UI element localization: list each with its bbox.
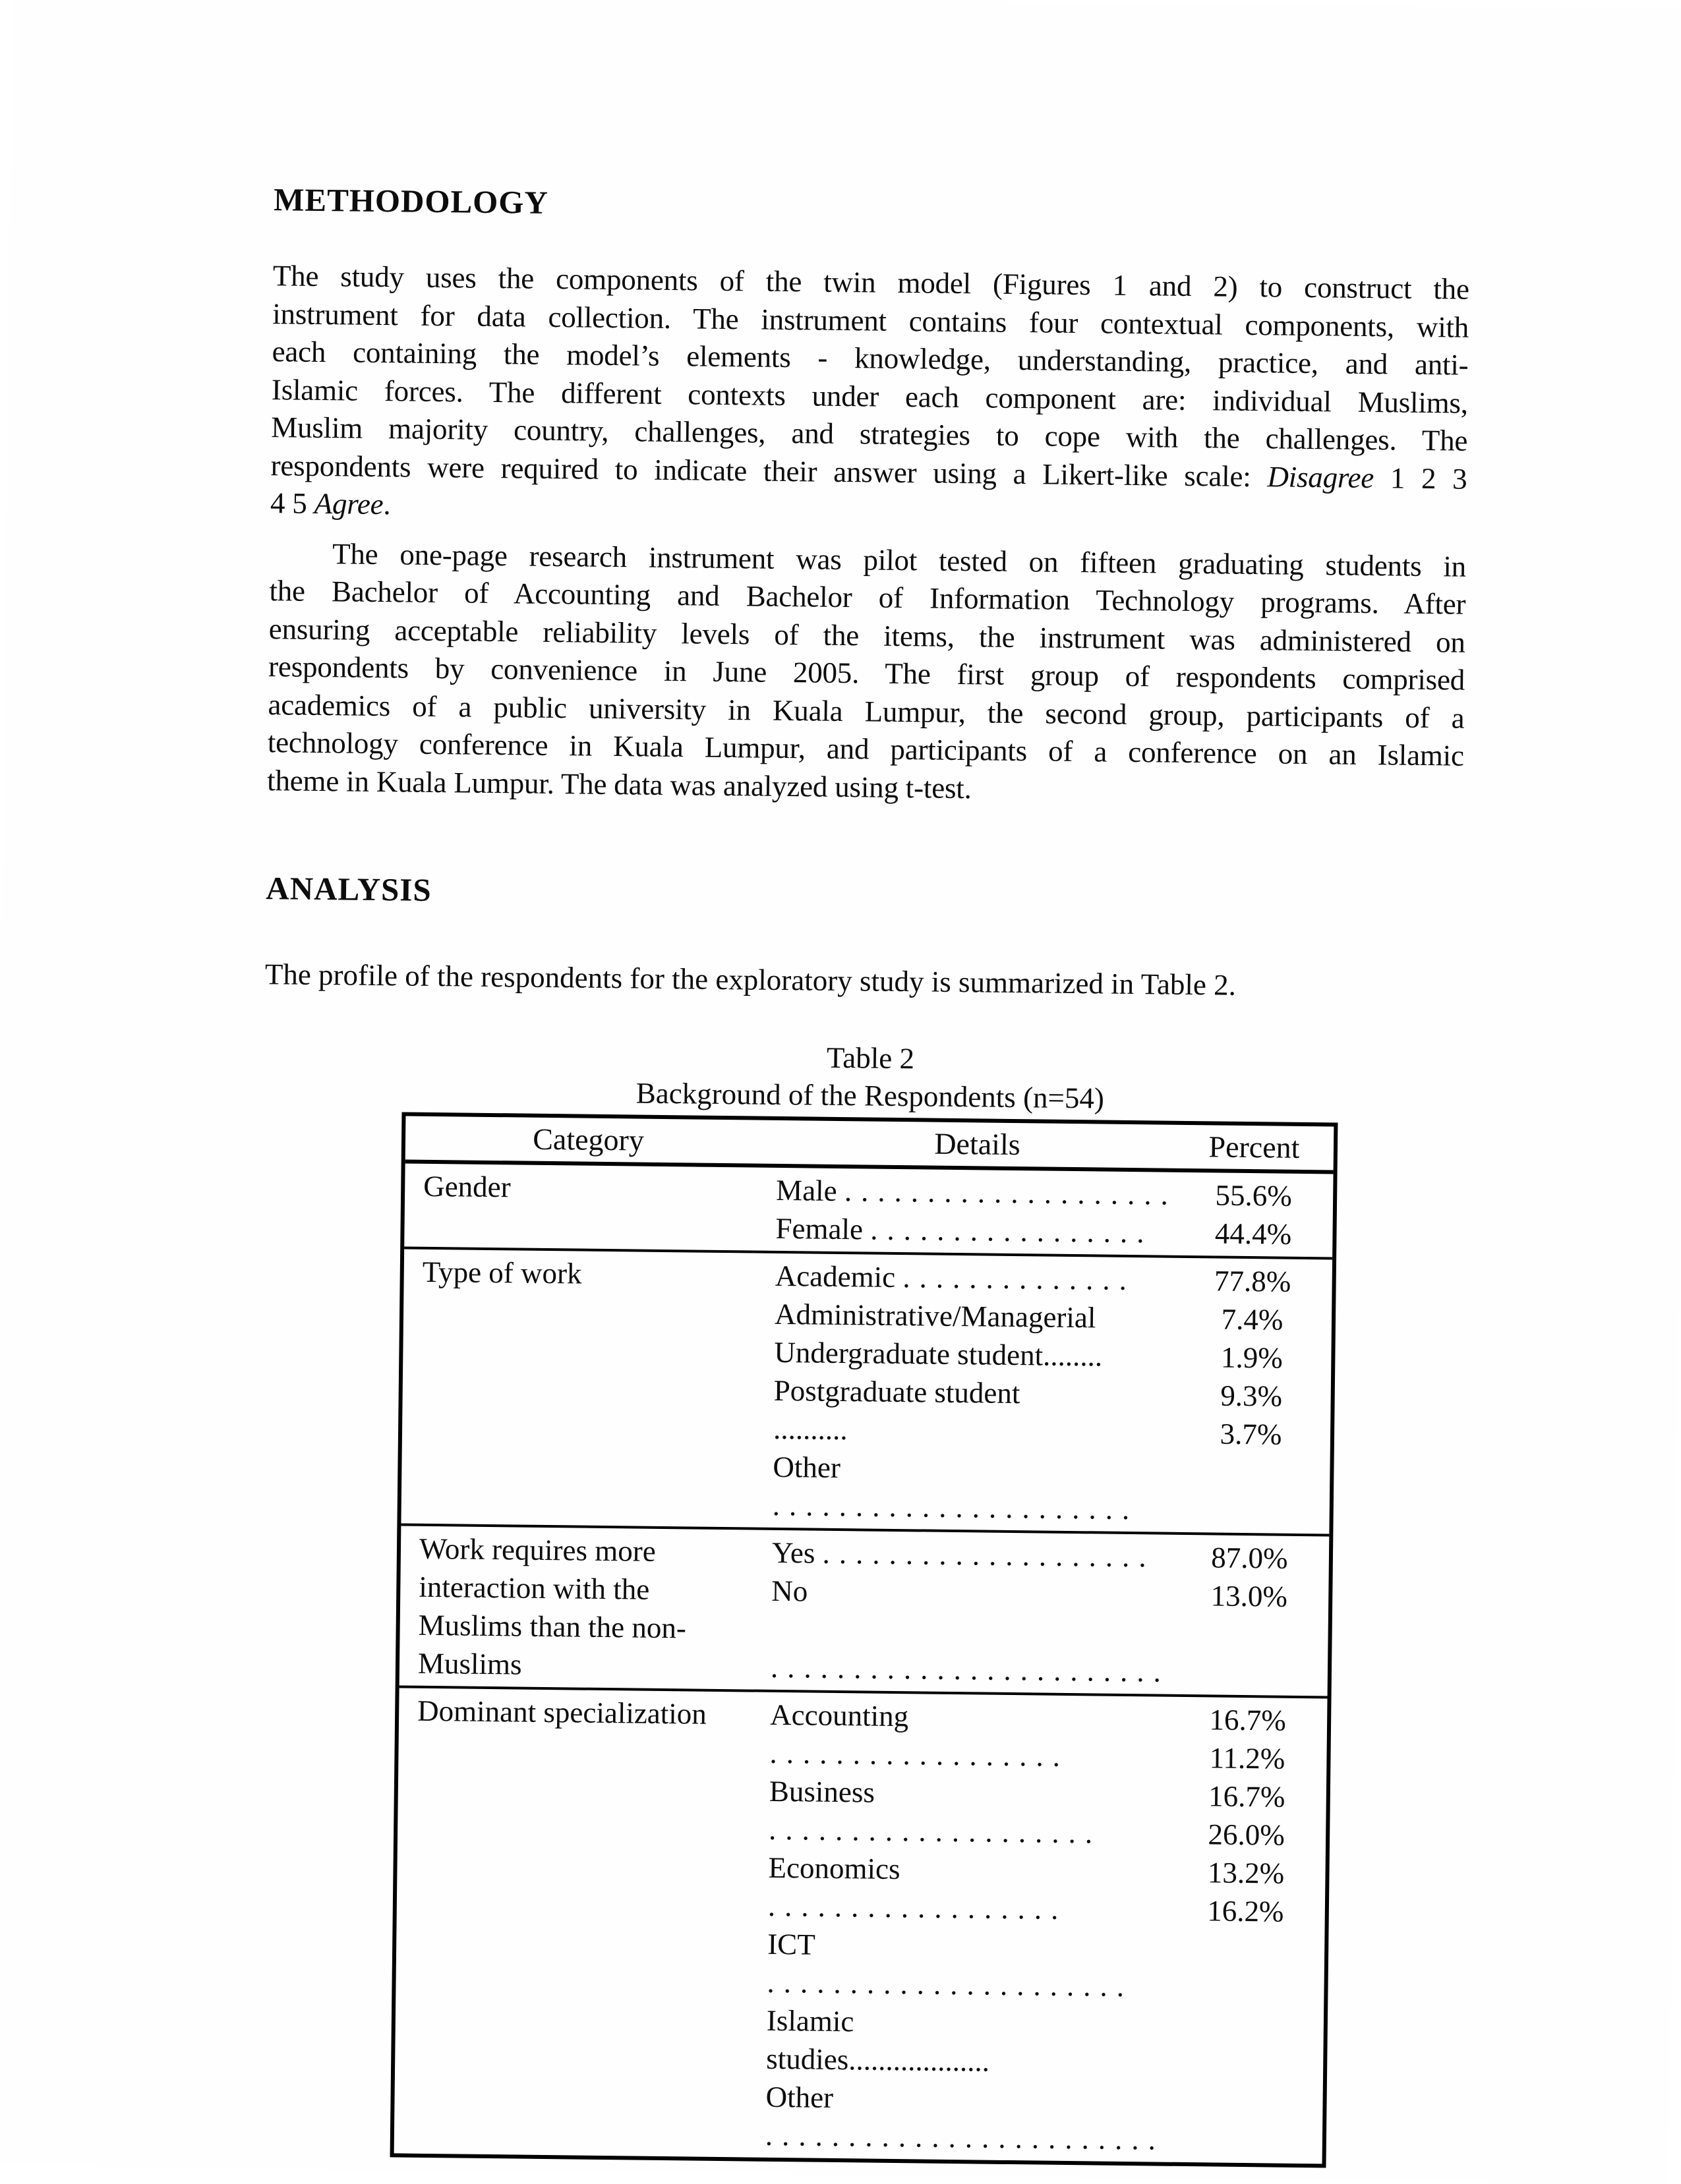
- leader-dots: ....................: [768, 1812, 1102, 1850]
- details-cell: [764, 1734, 1177, 1777]
- category-label: Muslims: [417, 1646, 522, 1681]
- block-rows: [770, 1171, 1333, 1254]
- table-row: [765, 1696, 1328, 1740]
- percent-cell: [1173, 2006, 1316, 2046]
- leader-dots: ........................: [765, 2118, 1165, 2156]
- table-row: [768, 1371, 1331, 1416]
- category-label: Type of work: [422, 1255, 582, 1290]
- details-cell: [770, 1209, 1183, 1252]
- paragraph-line: The study uses the components of the twin model (Figures 1 and 2) to construct the: [272, 259, 1470, 306]
- paragraph-line: Islamic forces. The different contexts under each component are: individual Muslims,: [271, 372, 1469, 420]
- percent-cell: [1177, 1653, 1320, 1692]
- percent-cell: 77.8%: [1214, 1264, 1291, 1298]
- details-text: ICT: [767, 1927, 816, 1961]
- details-text: Postgraduate student: [773, 1373, 1020, 1410]
- paragraph-line: respondents by convenience in June 2005. The first group of respondents comprised: [268, 650, 1465, 697]
- category-label: Work requires more: [419, 1532, 657, 1568]
- leader-dots: ..............: [902, 1261, 1136, 1297]
- percent-cell: 16.2%: [1206, 1894, 1284, 1928]
- table-row: [761, 1963, 1324, 2008]
- details-cell: [764, 1772, 1177, 1815]
- table-block-dominant-specialization: [394, 1685, 1328, 2164]
- percent-cell: [1173, 1968, 1316, 2007]
- percent-cell: [1179, 1491, 1321, 1530]
- percent-cell: 16.7%: [1208, 1779, 1285, 1814]
- table-row: [769, 1257, 1332, 1302]
- table-caption: Table 2: [826, 1041, 915, 1076]
- paragraph-line: technology conference in Kuala Lumpur, and participants of a conference on an Islamic: [267, 726, 1465, 772]
- table-row: [769, 1333, 1332, 1378]
- table-row: [770, 1209, 1333, 1254]
- table-block-type-of-work: [401, 1247, 1332, 1534]
- details-text: Female: [775, 1211, 871, 1246]
- details-cell: [761, 1963, 1174, 2006]
- percent-cell: 3.7%: [1220, 1417, 1282, 1451]
- details-text: studies...................: [765, 2042, 990, 2078]
- category-label: interaction with the: [419, 1570, 650, 1606]
- leader-dots: ........................: [770, 1650, 1171, 1688]
- details-cell: [765, 1648, 1178, 1691]
- percent-cell: [1179, 1452, 1322, 1492]
- details-cell: [768, 1371, 1181, 1414]
- details-text: Other: [773, 1450, 841, 1485]
- methodology-paragraph-1: [270, 257, 1469, 536]
- paragraph-line: the Bachelor of Accounting and Bachelor of Information Technology programs. After: [269, 574, 1466, 621]
- leader-dots: ......................: [772, 1488, 1139, 1526]
- details-cell: [761, 2040, 1173, 2083]
- paragraph-line: ensuring acceptable reliability levels of the items, the instrument was administered on: [268, 612, 1466, 659]
- details-text: Islamic: [766, 2003, 854, 2038]
- line-text: respondents were required to indicate their answer using a Likert-like scale:: [270, 448, 1268, 493]
- details-cell: [771, 1171, 1183, 1214]
- methodology-paragraph-2: [267, 534, 1466, 813]
- table-row: [763, 1849, 1326, 1893]
- details-cell: [769, 1295, 1182, 1338]
- table-row: [768, 1410, 1331, 1454]
- category-cell: [394, 1691, 765, 2154]
- column-header-category: Category: [532, 1122, 645, 1157]
- details-cell: [763, 1810, 1176, 1853]
- details-cell: [761, 2001, 1174, 2044]
- details-cell: [763, 1849, 1175, 1891]
- paragraph-line: academics of a public university in Kuala Lumpur, the second group, participants of a: [268, 687, 1465, 735]
- respondents-table: [390, 1112, 1338, 2168]
- details-text: ..........: [773, 1412, 848, 1447]
- percent-cell: 13.2%: [1207, 1856, 1285, 1890]
- details-cell: [769, 1257, 1182, 1300]
- category-label: Gender: [423, 1169, 511, 1204]
- analysis-heading: ANALYSIS: [266, 870, 432, 908]
- category-cell: [401, 1253, 771, 1524]
- percent-cell: 16.7%: [1209, 1703, 1287, 1737]
- table-row: [760, 2116, 1323, 2161]
- percent-cell: [1172, 2121, 1314, 2160]
- percent-cell: 26.0%: [1208, 1818, 1285, 1852]
- details-cell: [767, 1534, 1179, 1576]
- table-row: [765, 1610, 1328, 1655]
- details-text: Academic: [775, 1259, 903, 1294]
- percent-cell: [1173, 2044, 1315, 2084]
- table-row: [761, 2001, 1324, 2046]
- block-rows: [767, 1257, 1332, 1531]
- table-row: [767, 1534, 1330, 1578]
- category-label: Muslims than the non-: [418, 1608, 687, 1645]
- details-text: No: [771, 1574, 808, 1608]
- methodology-heading: METHODOLOGY: [273, 181, 549, 221]
- percent-cell: 9.3%: [1220, 1379, 1283, 1413]
- leader-dots: ....................: [844, 1174, 1178, 1211]
- paragraph-line: each containing the model’s elements - knowledge, understanding, practice, and anti-: [272, 335, 1469, 382]
- details-cell: [765, 1696, 1177, 1739]
- paragraph-line: Muslim majority country, challenges, and strategies to cope with the challenges. The: [271, 411, 1468, 457]
- percent-cell: 55.6%: [1215, 1178, 1293, 1213]
- leader-dots: ....................: [822, 1536, 1156, 1574]
- table-row: [763, 1810, 1326, 1855]
- table-row: [769, 1295, 1332, 1340]
- table-row: [764, 1734, 1327, 1779]
- table-row: [760, 2078, 1323, 2123]
- category-cell: [404, 1167, 771, 1248]
- percent-cell: [1177, 1615, 1320, 1654]
- table-row: [765, 1648, 1328, 1693]
- paragraph-line: theme in Kuala Lumpur. The data was analyzed using t-test.: [266, 763, 972, 805]
- table-block-gender: [404, 1164, 1333, 1257]
- details-cell: [769, 1333, 1181, 1376]
- table-row: [771, 1171, 1334, 1216]
- table-row: [767, 1448, 1330, 1493]
- details-cell: [760, 2116, 1173, 2159]
- category-label: Dominant specialization: [417, 1694, 707, 1731]
- leader-dots: ..................: [769, 1736, 1070, 1773]
- details-cell: [767, 1448, 1180, 1491]
- paragraph-line: instrument for data collection. The instrument contains four contextual components, with: [272, 297, 1469, 344]
- percent-cell: 11.2%: [1209, 1741, 1285, 1775]
- percent-cell: 13.0%: [1210, 1579, 1288, 1613]
- percent-cell: 87.0%: [1211, 1541, 1288, 1575]
- block-rows: [760, 1696, 1328, 2161]
- details-text: Economics: [768, 1851, 900, 1886]
- page-content: [252, 0, 1473, 2170]
- details-cell: [763, 1887, 1175, 1930]
- details-text: Male: [775, 1173, 845, 1208]
- analysis-intro-text: The profile of the respondents for the exploratory study is summarized in Table 2.: [264, 958, 1237, 1002]
- line-text: 1 2 3: [1373, 461, 1467, 496]
- details-cell: [768, 1410, 1181, 1452]
- line-text: .: [383, 488, 391, 521]
- column-header-details: Details: [934, 1126, 1020, 1162]
- block-rows: [765, 1534, 1330, 1693]
- details-text: Undergraduate student........: [774, 1335, 1103, 1373]
- leader-dots: ......................: [767, 1965, 1134, 2003]
- details-text: Accounting: [769, 1698, 909, 1733]
- leader-dots: ..................: [767, 1889, 1068, 1926]
- details-cell: [766, 1572, 1179, 1615]
- details-cell: [767, 1486, 1179, 1529]
- italic-word-agree: Agree: [314, 486, 384, 521]
- table-row: [764, 1772, 1327, 1817]
- table-subtitle: Background of the Respondents (n=54): [635, 1076, 1105, 1115]
- category-cell: [399, 1529, 767, 1686]
- column-header-percent: Percent: [1208, 1130, 1300, 1164]
- table-row: [763, 1887, 1326, 1932]
- line-text: 4 5: [270, 486, 314, 520]
- table-row: [766, 1572, 1329, 1617]
- details-cell: [762, 1925, 1175, 1968]
- table-row: [761, 2040, 1324, 2084]
- details-text: Administrative/Managerial: [774, 1297, 1096, 1335]
- percent-cell: 1.9%: [1220, 1340, 1283, 1375]
- table-block-work-interaction: [399, 1523, 1330, 1696]
- details-cell: [765, 1610, 1178, 1653]
- italic-word-disagree: Disagree: [1267, 459, 1374, 494]
- leader-dots: .................: [870, 1213, 1154, 1250]
- table-row: [767, 1486, 1330, 1531]
- percent-cell: 7.4%: [1221, 1302, 1283, 1336]
- paragraph-line: The one-page research instrument was pilot tested on fifteen graduating students in: [332, 536, 1467, 583]
- percent-cell: [1172, 2083, 1314, 2122]
- percent-cell: [1174, 1930, 1316, 1969]
- details-text: Yes: [771, 1536, 823, 1570]
- percent-cell: 44.4%: [1214, 1217, 1292, 1251]
- table-row: [762, 1925, 1325, 1970]
- details-text: Other: [765, 2080, 834, 2114]
- details-text: Business: [769, 1774, 875, 1809]
- details-cell: [760, 2078, 1173, 2121]
